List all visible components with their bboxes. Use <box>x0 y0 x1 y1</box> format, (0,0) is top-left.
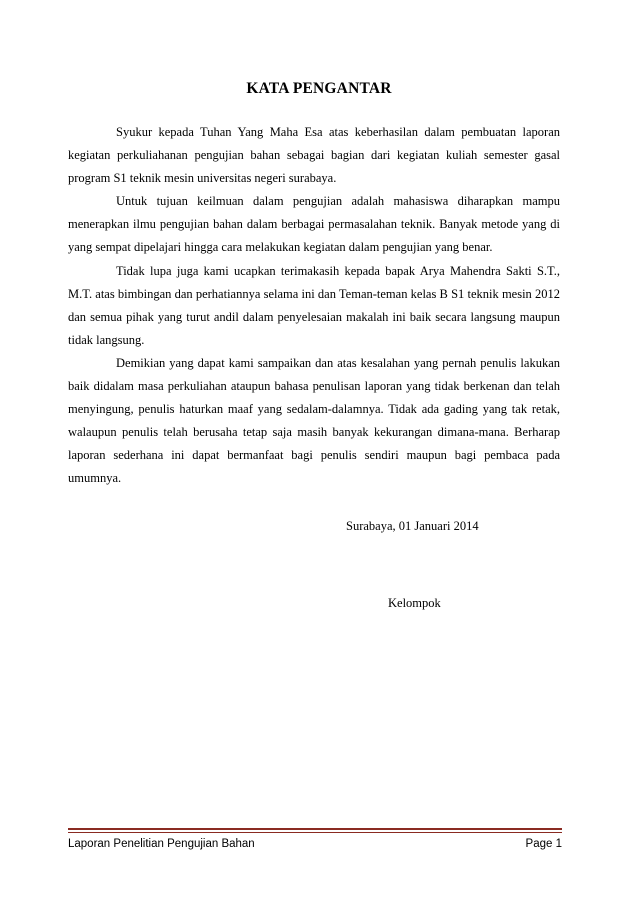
signature: Kelompok <box>388 596 441 610</box>
footer-page-number: Page 1 <box>525 838 562 850</box>
body-text <box>68 121 560 491</box>
footer-document-title: Laporan Penelitian Pengujian Bahan <box>68 838 255 850</box>
footer-divider <box>68 828 562 830</box>
footer-divider-thin <box>68 832 562 833</box>
page-title: KATA PENGANTAR <box>246 80 392 97</box>
paragraph-closing: Demikian yang dapat kami sampaikan dan atas kesalahan yang pernah penulis lakukan baik didalam masa perkuliahan ataupun bahasa penulisan laporan yang tidak berkenan dan telah menyingung, penulis haturkan maaf yang sedalam-dalamnya. Tidak ada gading yang tak retak, walaupun penulis telah berusaha tetap saja masih banyak kekurangan dimana-mana. Berharap laporan sederhana ini dapat bermanfaat bagi penulis sendiri maupun bagi pembaca pada umumnya. <box>68 355 560 486</box>
place-date: Surabaya, 01 Januari 2014 <box>346 519 479 533</box>
paragraph-purpose: Untuk tujuan keilmuan dalam pengujian adalah mahasiswa diharapkan mampu menerapkan ilmu pengujian bahan dalam berbagai permasalahan teknik. Banyak metode yang di yang sempat dipelajari hingga cara melakukan kegiatan dalam pengujian yang benar. <box>68 194 560 255</box>
paragraph-gratitude: Syukur kepada Tuhan Yang Maha Esa atas keberhasilan dalam pembuatan laporan kegiatan perkuliahanan pengujian bahan sebagai bagian dari kegiatan kuliah semester gasal program S1 teknik mesin universitas negeri surabaya. <box>68 125 560 186</box>
paragraph-thanks: Tidak lupa juga kami ucapkan terimakasih kepada bapak Arya Mahendra Sakti S.T., M.T. atas bimbingan dan perhatiannya selama ini dan Teman-teman kelas B S1 teknik mesin 2012 dan semua pihak yang turut andil dalam penyelesaian makalah ini baik secara langsung maupun tidak langsung. <box>68 263 560 347</box>
